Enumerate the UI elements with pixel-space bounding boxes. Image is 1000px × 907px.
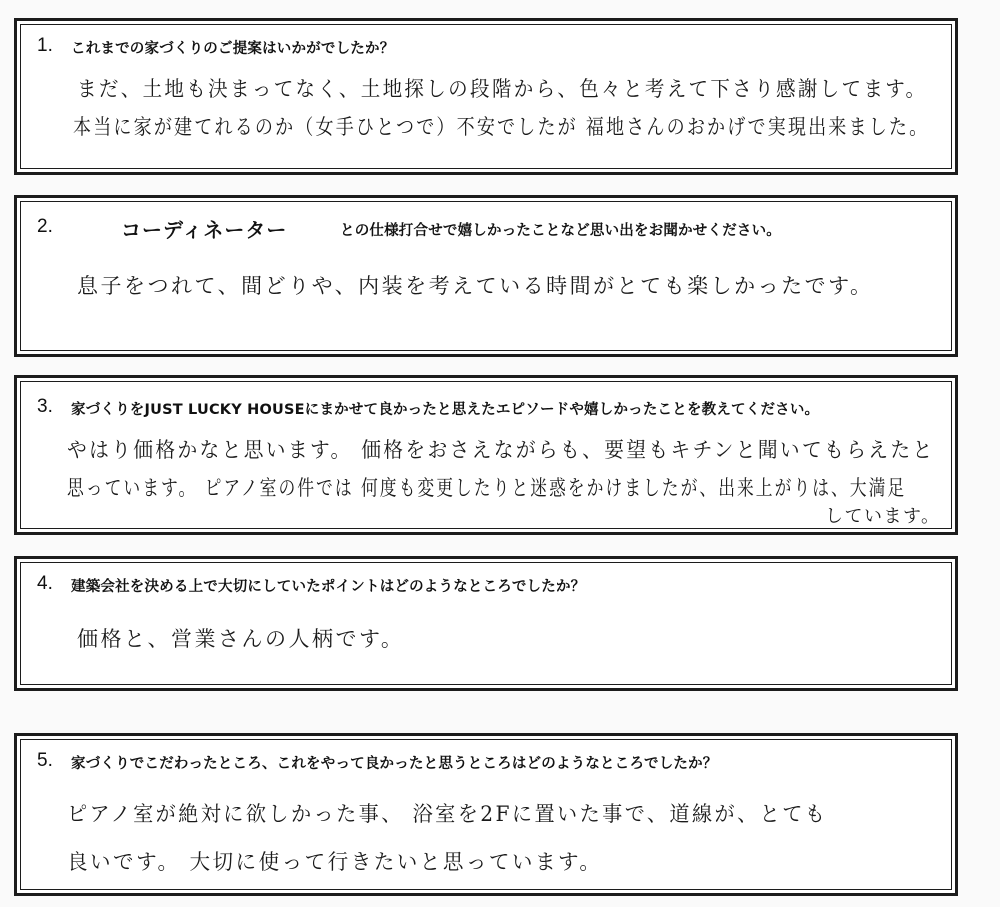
question-number: 4. — [37, 573, 53, 594]
answer-line: やはり価格かなと思います。 価格をおさえながらも、要望もキチンと聞いてもらえたと — [67, 438, 935, 462]
question-text: 建築会社を決める上で大切にしていたポイントはどのようなところでしたか？ — [71, 579, 586, 595]
answer-line: まだ、土地も決まってなく、土地探しの段階から、色々と考えて下さり感謝してます。 — [77, 77, 928, 101]
question-number: 2. — [37, 216, 53, 237]
question-number: 5. — [37, 750, 53, 771]
question-box-1 — [14, 18, 958, 175]
question-text: これまでの家づくりのご提案はいかがでしたか？ — [71, 41, 395, 57]
answer-line: 息子をつれて、間どりや、内装を考えている時間がとても楽しかったです。 — [77, 274, 874, 298]
question-box-4 — [14, 556, 958, 691]
answer-line: 本当に家が建てれるのか（女手ひとつで）不安でしたが 福地さんのおかげで実現出来ました。 — [73, 115, 930, 139]
coordinator-label: コーディネーター — [121, 218, 288, 242]
question-box-3 — [14, 375, 958, 535]
answer-line: 良いです。 大切に使って行きたいと思っています。 — [67, 850, 603, 874]
question-box-5 — [14, 733, 958, 896]
question-text: との仕様打合せで嬉しかったことなど思い出をお聞かせください。 — [340, 223, 781, 239]
question-text: 家づくりをJUST LUCKY HOUSEにまかせて良かったと思えたエピソードや嬉しかったことを教えてください。 — [71, 402, 820, 418]
answer-line: しています。 — [825, 506, 941, 527]
question-number: 3. — [37, 396, 53, 417]
question-text: 家づくりでこだわったところ、これをやって良かったと思うところはどのようなところでしたか？ — [71, 756, 718, 772]
answer-line: ピアノ室が絶対に欲しかった事、 浴室を2Fに置いた事で、道線が、とても — [67, 802, 828, 826]
answer-line: 思っています。 ピアノ室の件では 何度も変更したりと迷惑をかけましたが、出来上がりは、大満足 — [67, 476, 907, 500]
question-number: 1. — [37, 35, 53, 56]
answer-line: 価格と、営業さんの人柄です。 — [77, 627, 405, 651]
question-box-2 — [14, 195, 958, 357]
